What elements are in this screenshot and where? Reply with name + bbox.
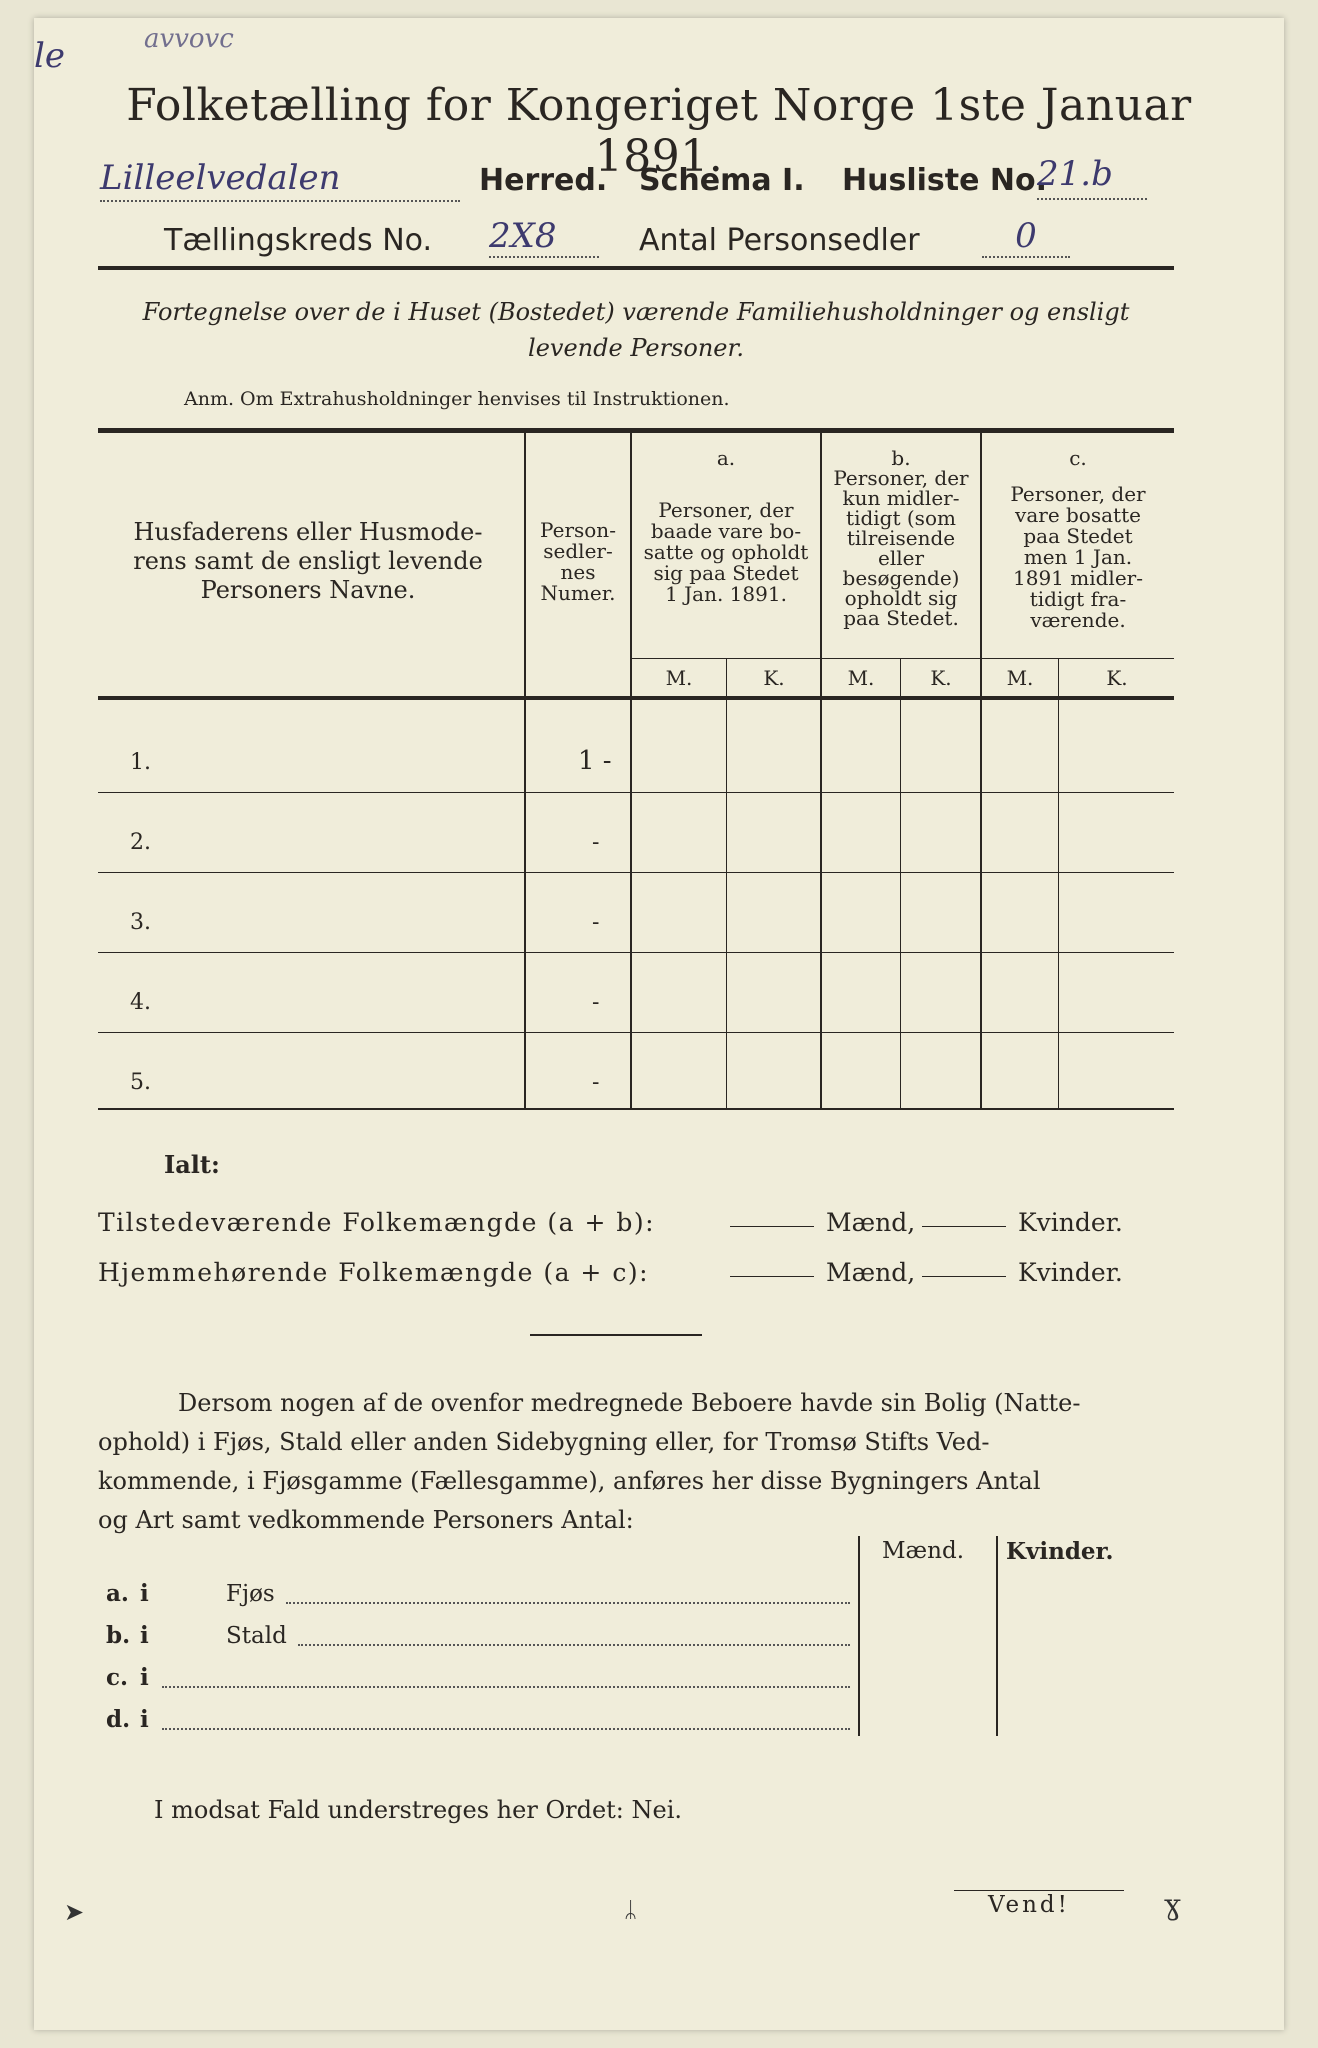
- tilstede-label: Tilstedeværende Folkemængde (a + b):: [98, 1208, 656, 1237]
- subtitle-line1: Fortegnelse over de i Huset (Bostedet) værende Familiehusholdninger og ensligt: [142, 298, 1130, 326]
- stray-mark-icon: ᛦ: [624, 1898, 638, 1923]
- hjemme-label: Hjemmehørende Folkemængde (a + c):: [98, 1258, 649, 1287]
- outbuilding-maend-header: Mænd.: [882, 1538, 965, 1564]
- row-label: 1.: [130, 750, 151, 775]
- row-num: -: [592, 910, 600, 935]
- row-num: -: [592, 830, 600, 855]
- ialt-label: Ialt:: [164, 1150, 220, 1179]
- outbuilding-row-b: b. i Stald: [106, 1622, 856, 1649]
- col-b-letter: b.: [891, 446, 911, 470]
- tilstede-kvinder: Kvinder.: [1018, 1208, 1123, 1237]
- antal-value: 0: [982, 216, 1070, 258]
- outbuilding-paragraph: Dersom nogen af de ovenfor medregnede Beboere havde sin Bolig (Natte- ophold) i Fjøs, Stald eller anden Sidebygning eller, for Tromsø Stifts Ved- kommende, i Fjøsgamme (Fællesgamme), anføres her disse Bygningers Antal og Art samt vedkommende Personers Antal:: [98, 1389, 1081, 1534]
- col-name-header: Husfaderens eller Husmode- rens samt de ensligt levende Personers Navne.: [133, 518, 483, 604]
- margin-mark: le: [34, 36, 65, 76]
- col-b-k: K.: [930, 666, 952, 690]
- row-num: -: [592, 990, 600, 1015]
- kreds-value: 2X8: [489, 216, 599, 258]
- col-c-header: Personer, der vare bosatte paa Stedet men 1 Jan. 1891 midler- tidigt fra- værende.: [1010, 482, 1146, 632]
- col-c-letter: c.: [1069, 446, 1087, 470]
- col-c-m: M.: [1006, 666, 1034, 690]
- hjemme-kvinder: Kvinder.: [1018, 1258, 1123, 1287]
- vend-note: Vend!: [988, 1892, 1070, 1918]
- herred-value: Lilleelvedalen: [100, 158, 460, 202]
- col-a-k: K.: [763, 666, 785, 690]
- stray-mark-icon: ➤: [64, 1898, 85, 1926]
- husliste-label: Husliste No.: [842, 163, 1047, 198]
- husliste-value: 21.b: [1037, 154, 1147, 200]
- table-row: [98, 1108, 1174, 1110]
- row-label: 3.: [130, 910, 151, 935]
- row-label: 2.: [130, 830, 151, 855]
- kreds-label: Tællingskreds No.: [164, 223, 432, 258]
- row-label: 5.: [130, 1070, 151, 1095]
- outbuilding-row-d: d. i: [106, 1706, 856, 1733]
- herred-label: Herred.: [479, 163, 608, 198]
- col-b-header: Personer, der kun midler- tidigt (som tilreisende eller besøgende) opholdt sig paa Stedet.: [833, 466, 969, 630]
- outbuilding-row-a: a. i Fjøs: [106, 1580, 856, 1607]
- top-scrawl: avvovc: [144, 24, 234, 54]
- row-num: 1 -: [578, 746, 612, 776]
- col-b-m: M.: [847, 666, 875, 690]
- row-num: -: [592, 1070, 600, 1095]
- table-row: [98, 792, 1174, 793]
- table-body: [98, 700, 1174, 1110]
- section-divider: [530, 1334, 702, 1336]
- modsat-note: I modsat Fald understreges her Ordet: Nei.: [154, 1796, 683, 1824]
- outbuilding-kvinder-header: Kvinder.: [1006, 1538, 1114, 1565]
- hjemme-maend: Mænd,: [826, 1258, 916, 1287]
- col-a-header: Personer, der baade vare bo- satte og opholdt sig paa Stedet 1 Jan. 1891.: [643, 498, 809, 606]
- col-c-k: K.: [1106, 666, 1128, 690]
- row-label: 4.: [130, 990, 151, 1015]
- stray-mark-icon: ɣ: [1164, 1888, 1181, 1921]
- col-a-m: M.: [665, 666, 693, 690]
- col-a-letter: a.: [716, 446, 736, 470]
- antal-label: Antal Personsedler: [639, 223, 920, 258]
- table-row: [98, 1032, 1174, 1033]
- outbuilding-row-c: c. i: [106, 1664, 856, 1691]
- anm-note: Anm. Om Extrahusholdninger henvises til Instruktionen.: [184, 388, 730, 410]
- schema-label: Schema I.: [639, 163, 805, 198]
- subtitle-line2: levende Personer.: [528, 334, 744, 362]
- col-num-header: Person- sedler- nes Numer.: [540, 518, 616, 605]
- table-top-rule: [98, 428, 1174, 433]
- table-row: [98, 952, 1174, 953]
- census-form-page: [34, 18, 1284, 2030]
- form-title: Folketælling for Kongeriget Norge 1ste Januar 1891.: [126, 80, 1192, 182]
- header-rule: [98, 266, 1174, 270]
- tilstede-maend: Mænd,: [826, 1208, 916, 1237]
- table-row: [98, 872, 1174, 873]
